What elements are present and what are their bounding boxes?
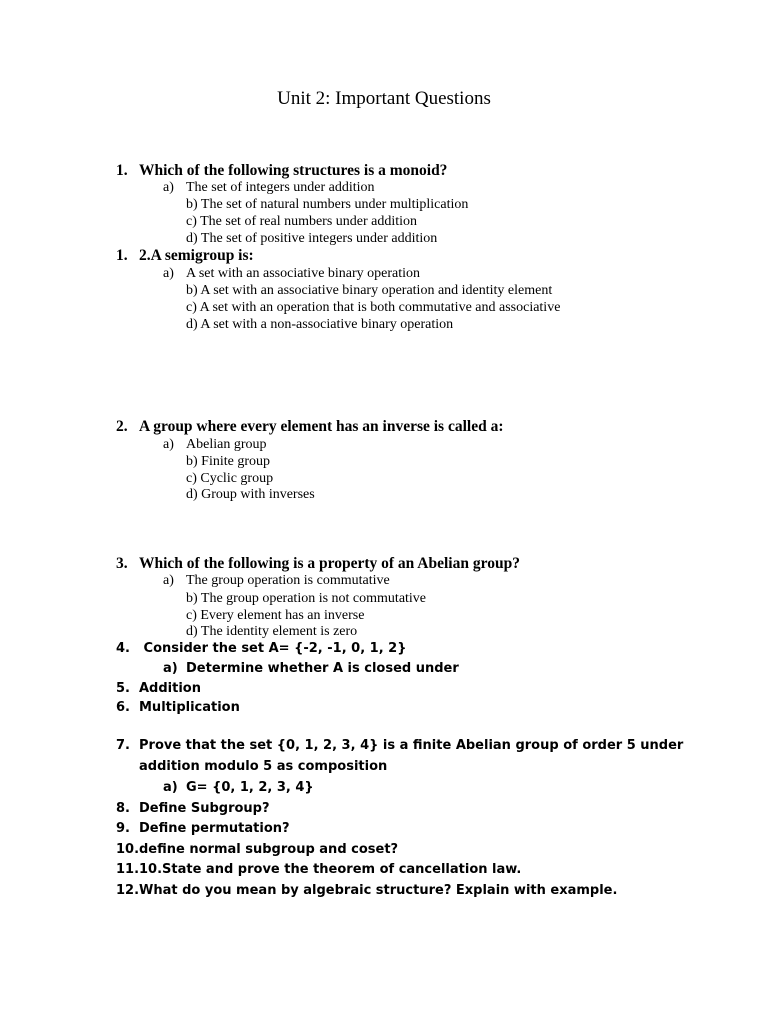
question-12 (116, 883, 617, 898)
question-number: 1. (116, 162, 128, 179)
option-label: a) (163, 437, 174, 452)
option-text: The group operation is commutative (186, 573, 390, 588)
question-number: 5. (116, 681, 130, 696)
option-d: d) The identity element is zero (186, 624, 358, 639)
question-number: 10. (116, 842, 140, 857)
question-1 (116, 162, 447, 180)
question-number: 11. (116, 862, 140, 877)
question-number: 7. (116, 738, 130, 753)
question-text: Which of the following is a property of an Abelian group? (139, 555, 520, 572)
option-b: b) Finite group (186, 454, 270, 469)
question-7-line-2: addition modulo 5 as composition (139, 759, 388, 774)
question-text: A group where every element has an inverse is called a: (139, 418, 504, 435)
option-text: A set with an associative binary operation (186, 266, 421, 281)
option-a (163, 573, 390, 589)
question-2 (116, 418, 504, 436)
question-7 (116, 738, 683, 753)
page-title: Unit 2: Important Questions (277, 88, 491, 109)
option-b: b) The set of natural numbers under multiplication (186, 197, 469, 212)
option-c: c) The set of real numbers under addition (186, 214, 418, 229)
option-b: b) The group operation is not commutative (186, 591, 427, 606)
option-label: a) (163, 180, 174, 195)
question-5 (116, 681, 201, 696)
question-4-sub-a (163, 661, 459, 676)
question-6 (116, 700, 240, 715)
option-c: c) A set with an operation that is both commutative and associative (186, 300, 561, 315)
option-a (163, 437, 266, 453)
question-10 (116, 842, 398, 857)
question-text: define normal subgroup and coset? (139, 842, 399, 857)
question-number: 12. (116, 883, 140, 898)
question-text: Which of the following structures is a monoid? (139, 162, 448, 179)
question-number: 9. (116, 821, 130, 836)
question-3 (116, 555, 520, 573)
option-text: The set of integers under addition (186, 180, 375, 195)
question-number: 8. (116, 801, 130, 816)
question-8 (116, 801, 270, 816)
question-number: 1. (116, 247, 128, 264)
option-text: Abelian group (186, 437, 267, 452)
question-number: 3. (116, 555, 128, 572)
question-number: 6. (116, 700, 130, 715)
option-label: a) (163, 661, 178, 676)
option-c: c) Every element has an inverse (186, 608, 365, 623)
option-d: d) The set of positive integers under addition (186, 231, 438, 246)
question-text: What do you mean by algebraic structure? Explain with example. (139, 883, 618, 898)
option-label: a) (163, 266, 174, 281)
question-11 (116, 862, 521, 877)
option-a (163, 266, 420, 282)
option-b: b) A set with an associative binary operation and identity element (186, 283, 553, 298)
question-7-sub-a (163, 780, 314, 795)
option-a (163, 180, 375, 196)
option-label: a) (163, 780, 178, 795)
question-text: Define permutation? (139, 821, 290, 836)
question-text: 10.State and prove the theorem of cancellation law. (139, 862, 522, 877)
question-text: Consider the set A= {-2, -1, 0, 1, 2} (143, 641, 407, 656)
option-text: Determine whether A is closed under (186, 661, 459, 676)
question-text: Define Subgroup? (139, 801, 270, 816)
question-text: 2.A semigroup is: (139, 247, 254, 264)
question-text: Addition (139, 681, 201, 696)
question-number: 2. (116, 418, 128, 435)
option-d: d) A set with a non-associative binary operation (186, 317, 454, 332)
question-text: Multiplication (139, 700, 240, 715)
question-text: Prove that the set {0, 1, 2, 3, 4} is a finite Abelian group of order 5 under (139, 738, 684, 753)
option-text: G= {0, 1, 2, 3, 4} (186, 780, 314, 795)
option-d: d) Group with inverses (186, 487, 315, 502)
option-label: a) (163, 573, 174, 588)
option-c: c) Cyclic group (186, 471, 274, 486)
question-1b (116, 247, 254, 265)
question-number: 4. (116, 641, 130, 656)
question-9 (116, 821, 290, 836)
question-4 (116, 641, 406, 656)
